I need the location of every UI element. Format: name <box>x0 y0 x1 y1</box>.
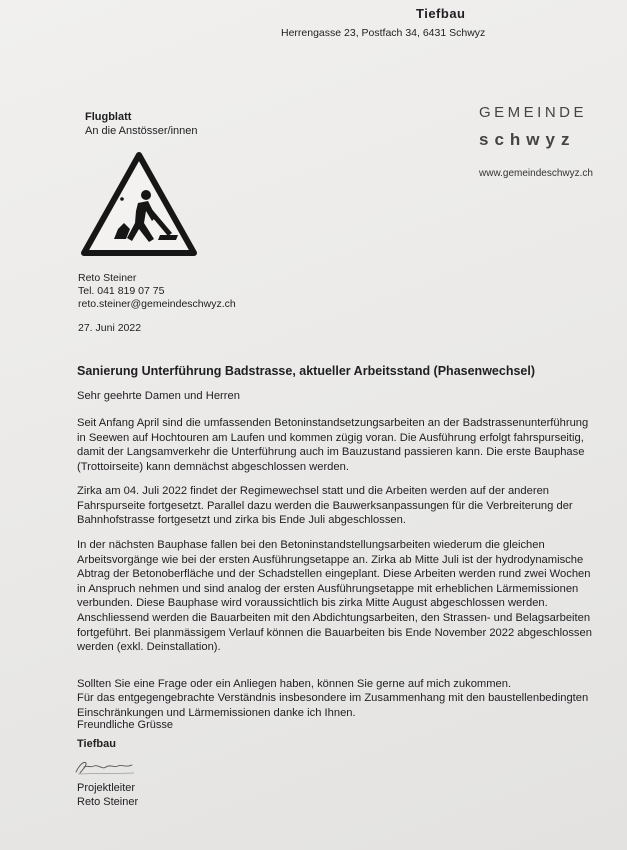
paragraph-text: Sollten Sie eine Frage oder ein Anliegen haben, können Sie gerne auf mich zukommen. <box>77 678 512 690</box>
paragraph-2 <box>77 484 597 528</box>
department-address: Herrengasse 23, Postfach 34, 6431 Schwyz <box>281 27 486 39</box>
paragraph-4 <box>77 677 597 692</box>
handwritten-signature <box>74 758 136 776</box>
closing-salutation: Freundliche Grüsse <box>77 719 173 731</box>
department-header: Tiefbau <box>416 6 466 21</box>
roadworks-warning-icon <box>80 151 198 257</box>
paragraph-5 <box>77 691 597 720</box>
closing-department: Tiefbau <box>77 738 116 750</box>
paragraph-1 <box>77 416 597 474</box>
brand-website: www.gemeindeschwyz.ch <box>479 168 593 179</box>
flyer-recipients: An die Anstösser/innen <box>85 125 198 137</box>
paragraph-text: Seit Anfang April sind die umfassenden Betoninstandsetzungsarbeiten an der Badstrassenunterführung in Seewen auf Hochtouren am Laufen und kommen zügig voran. Die Ausführung erfolgt fahrspurseitig, damit der Langsamverkehr die Unterführung auch im Bauzustand passieren kann. Die erste Bauphase (Trottoirseite) kann demnächst abgeschlossen werden. <box>77 417 589 473</box>
closing-role: Projektleiter <box>77 782 136 794</box>
contact-email[interactable]: reto.steiner@gemeindeschwyz.ch <box>78 298 236 310</box>
brand-line-schwyz: schwyz <box>479 130 576 149</box>
letter-subject: Sanierung Unterführung Badstrasse, aktueller Arbeitsstand (Phasenwechsel) <box>77 364 535 378</box>
brand-line-gemeinde: GEMEINDE <box>479 104 588 121</box>
flyer-title: Flugblatt <box>85 111 132 123</box>
paragraph-text: In der nächsten Bauphase fallen bei den Betoninstandstellungsarbeiten wiederum die gleichen Arbeitsvorgänge wie bei der ersten Ausführungsetappe an. Zirka ab Mitte Juli ist der hydrodynamische Abtrag der Betonoberfläche und der Schadstellen eingeplant. Diese Arbeiten werden rund zwei Wochen in Anspruch nehmen und sind analog der ersten Ausführungsetappe mit erheblichen Lärmemissionen verbunden. Diese Bauphase wird voraussichtlich bis zirka Mitte August abgeschlossen werden. Anschliessend werden die Bauarbeiten mit den Abdichtungsarbeiten, den Strassen- und Belagsarbeiten fortgeführt. Bei planmässigem Verlauf können die Bauarbeiten bis Ende November 2022 abgeschlossen werden (exkl. Deinstallation). <box>77 539 592 654</box>
greeting <box>77 389 597 404</box>
contact-phone: Tel. 041 819 07 75 <box>78 285 165 297</box>
letter-date: 27. Juni 2022 <box>78 322 142 334</box>
paragraph-text: Zirka am 04. Juli 2022 findet der Regimewechsel statt und die Arbeiten werden auf der anderen Fahrspurseite fortgesetzt. Parallel dazu werden die Bauwerksanpassungen für die Verbreiterung der Bahnhofstrasse fortgesetzt und zirka bis Ende Juli abgeschlossen. <box>77 485 573 527</box>
paragraph-3 <box>77 538 597 655</box>
closing-name: Reto Steiner <box>77 796 139 808</box>
greeting-text: Sehr geehrte Damen und Herren <box>77 390 240 402</box>
paragraph-text: Für das entgegengebrachte Verständnis insbesondere im Zusammenhang mit den baustellenbedingten Einschränkungen und Lärmemissionen danke ich Ihnen. <box>77 692 589 719</box>
contact-name: Reto Steiner <box>78 272 137 284</box>
